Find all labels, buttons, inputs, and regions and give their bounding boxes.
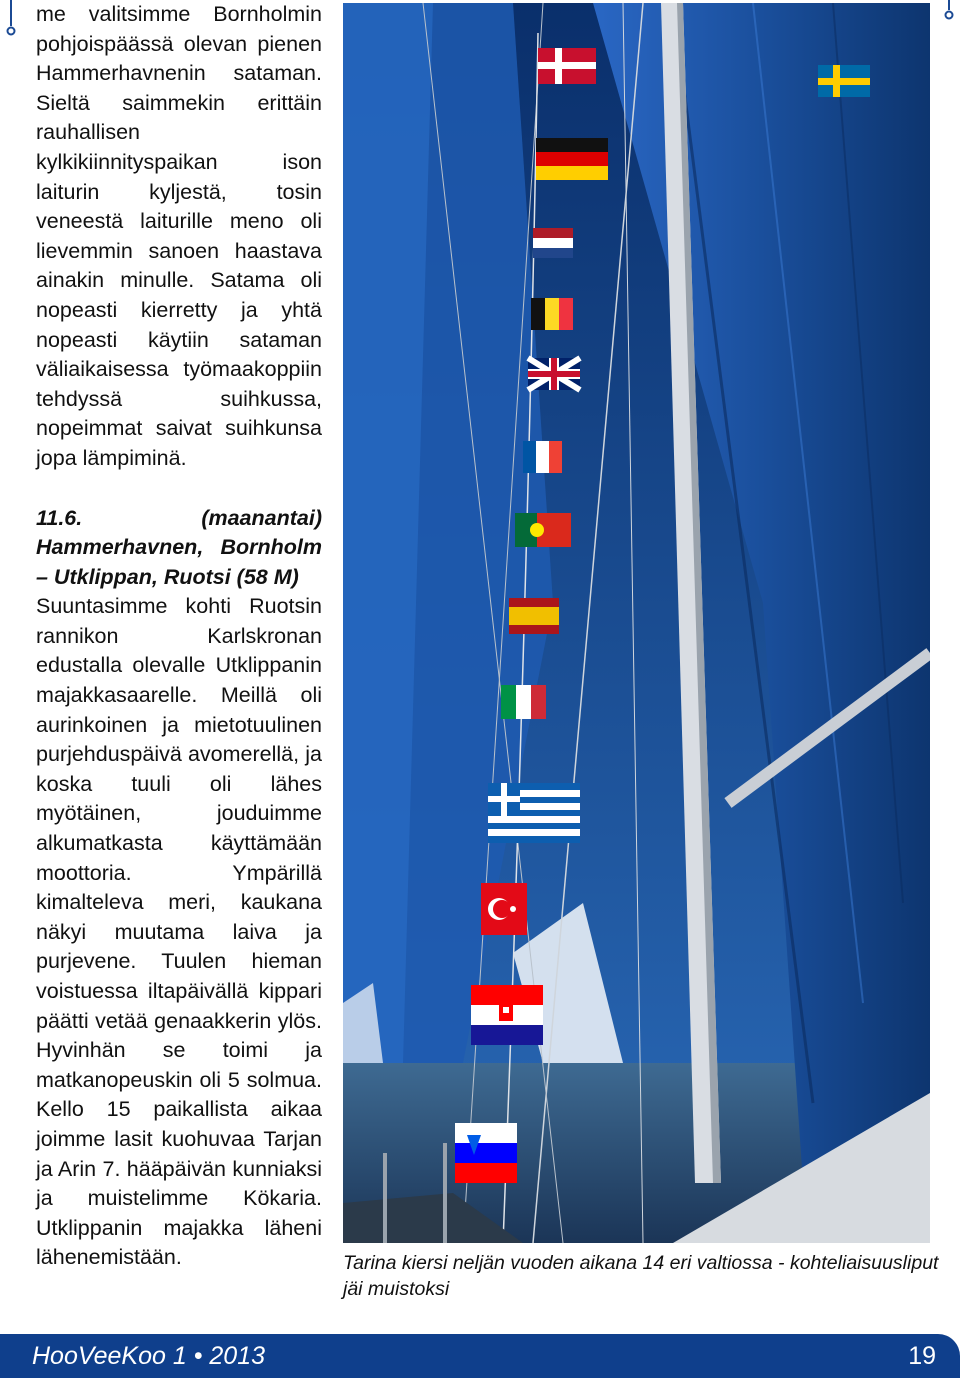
article-paragraph: Suuntasimme kohti Ruotsin rannikon Karlskronan edustalla olevalle Utklippanin majakkasaarelle. Meillä oli aurinkoinen ja mietotuulinen purjehduspäivä avomerellä, ja koska tuuli oli lähes myötäinen, jouduimme alkumatkasta käyttämään moottoria. Ympärillä kimalteleva meri, kaukana näkyi muutama laiva ja purjevene. Tuulen hieman voistuessa iltapäivällä kippari päätti vetää genaakkerin ylös. Hyvinhän se toimi ja matkanopeuskin oli 5 solmua. Kello 15 paikallista aikaa joimme lasit kuohuvaa Tarjan ja Arin 7. hääpäivän kunniaksi ja muistelimme Kökaria. Utklippanin majakka läheni lähenemistään. <box>36 594 322 1270</box>
page-number: 19 <box>908 1342 936 1370</box>
binder-pin-icon <box>944 0 954 40</box>
flag-spain-icon <box>509 598 559 634</box>
flag-united-kingdom-icon <box>528 358 580 390</box>
flag-greece-icon <box>488 783 580 843</box>
flag-croatia-icon <box>471 985 543 1045</box>
flag-netherlands-icon <box>533 228 573 258</box>
sailboat-flags-photo <box>343 3 930 1243</box>
article-text-column <box>36 0 322 1273</box>
flag-germany-icon <box>536 138 608 180</box>
flag-italy-icon <box>501 685 546 719</box>
flag-portugal-icon <box>515 513 571 547</box>
article-paragraph: me valitsimme Bornholmin pohjoispäässä olevan pienen Hammerhavnenin sataman. Sieltä saimmekin erittäin rauhallisen kylkikiinnityspaikan ison laiturin kyljestä, tosin veneestä laiturille meno oli lievemmin sanoen haastava ainakin minulle. Satama oli nopeasti kierretty ja yhtä nopeasti käytiin sataman väliaikaisessa työmaakoppiin tehdyssä suihkussa, nopeimmat saivat suihkunsa jopa lämpiminä. <box>36 2 322 470</box>
flag-france-icon <box>523 441 562 473</box>
section-heading: 11.6. (maanantai) Hammerhavnen, Bornholm – Utklippan, Ruotsi (58 M) <box>36 505 322 589</box>
magazine-issue-title: HooVeeKoo 1 • 2013 <box>32 1342 266 1370</box>
flag-turkey-icon <box>481 883 527 935</box>
photo-caption: Tarina kiersi neljän vuoden aikana 14 eri valtiossa - kohteliaisuusliput jäi muistoksi <box>343 1252 939 1300</box>
binder-pin-icon <box>6 0 16 40</box>
flag-belgium-icon <box>531 298 573 330</box>
flag-denmark-icon <box>538 48 596 84</box>
flag-slovenia-icon <box>455 1123 517 1183</box>
page-footer <box>0 1334 960 1378</box>
flag-sweden-icon <box>818 65 870 97</box>
